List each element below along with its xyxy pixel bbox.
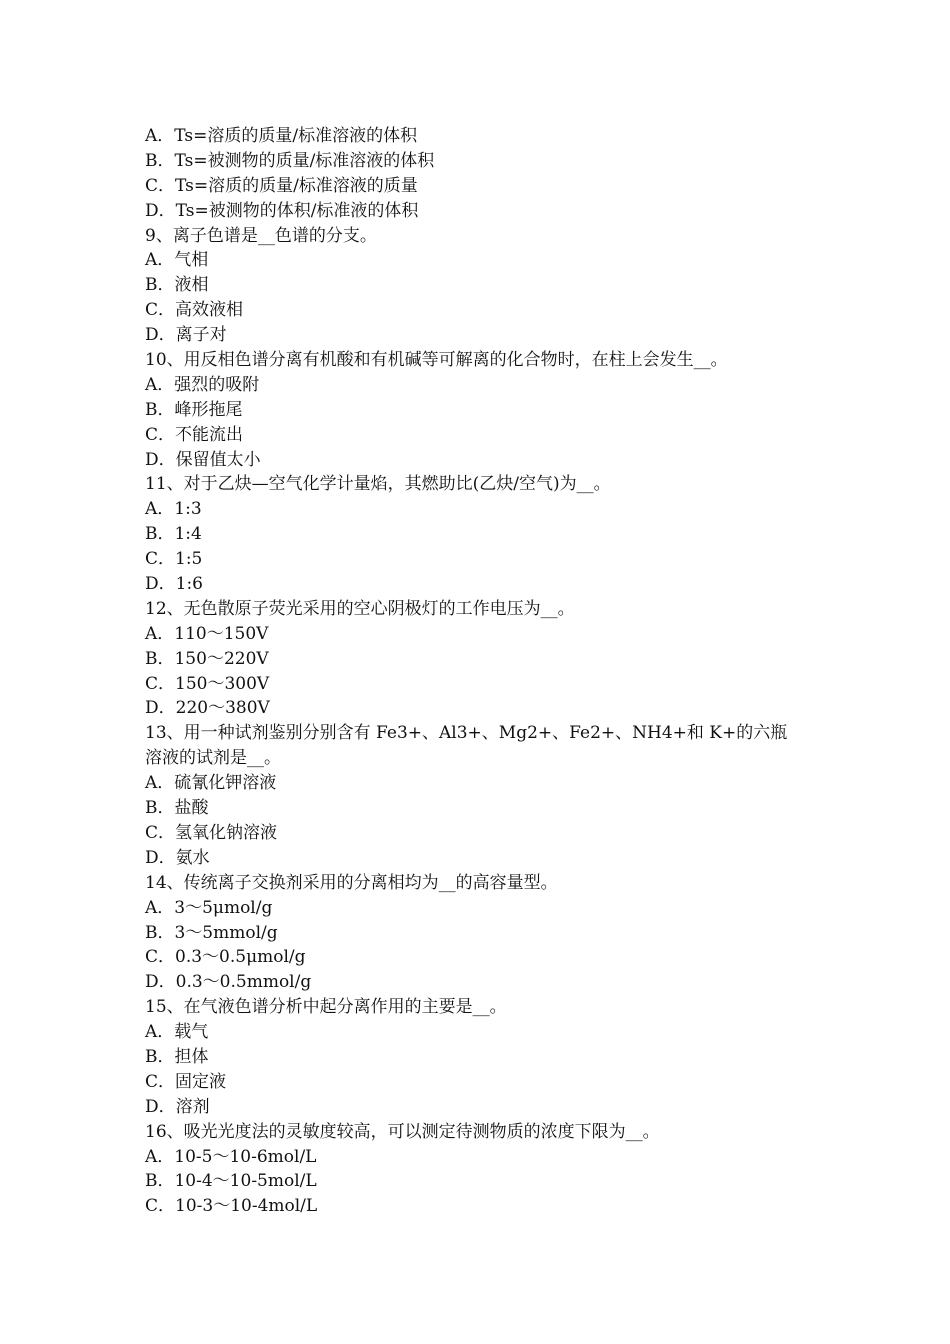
answer-option: B．10-4～10-5mol/L [145, 1171, 317, 1192]
question-text: 15、在气液色谱分析中起分离作用的主要是__。 [145, 997, 507, 1018]
question-text: 16、吸光光度法的灵敏度较高，可以测定待测物质的浓度下限为__。 [145, 1121, 660, 1142]
answer-option: D．氨水 [145, 847, 210, 868]
question-text: 9、离子色谱是__色谱的分支。 [145, 225, 377, 246]
answer-option: D．0.3～0.5mmol/g [145, 972, 312, 993]
answer-option: A．3～5μmol/g [145, 897, 273, 918]
answer-option: B．峰形拖尾 [145, 399, 243, 420]
document-body [145, 124, 825, 1219]
answer-option: B．盐酸 [145, 798, 209, 819]
question-text: 10、用反相色谱分离有机酸和有机碱等可解离的化合物时，在柱上会发生__。 [145, 350, 728, 371]
answer-option: C．氢氧化钠溶液 [145, 822, 278, 843]
answer-option: B．150～220V [145, 648, 269, 669]
answer-option: D．220～380V [145, 698, 270, 719]
answer-option: B．3～5mmol/g [145, 922, 278, 943]
question-text: 12、无色散原子荧光采用的空心阴极灯的工作电压为__。 [145, 598, 575, 619]
answer-option: A．硫氰化钾溶液 [145, 773, 277, 794]
answer-option: C．高效液相 [145, 300, 244, 321]
answer-option: C．固定液 [145, 1071, 227, 1092]
question-text: 13、用一种试剂鉴别分别含有 Fe3+、Al3+、Mg2+、Fe2+、NH4+和 K+的六瓶 [145, 723, 788, 744]
answer-option: B．担体 [145, 1046, 209, 1067]
answer-option: C．Ts=溶质的质量/标准溶液的质量 [145, 175, 418, 196]
answer-option: D．Ts=被测物的体积/标准液的体积 [145, 200, 419, 221]
answer-option: D．溶剂 [145, 1096, 210, 1117]
answer-option: A．Ts=溶质的质量/标准溶液的体积 [145, 126, 418, 146]
answer-option: C．0.3～0.5μmol/g [145, 947, 306, 968]
answer-option: C．150～300V [145, 673, 270, 694]
question-text: 溶液的试剂是__。 [145, 748, 281, 769]
answer-option: A．强烈的吸附 [145, 374, 260, 395]
answer-option: B．液相 [145, 275, 209, 296]
answer-option: A．10-5～10-6mol/L [145, 1146, 317, 1167]
question-text: 14、传统离子交换剂采用的分离相均为__的高容量型。 [145, 872, 558, 893]
answer-option: D．离子对 [145, 325, 227, 346]
answer-option: A．110～150V [145, 623, 269, 644]
answer-option: B．Ts=被测物的质量/标准溶液的体积 [145, 150, 435, 171]
answer-option: C．1:5 [145, 549, 203, 570]
answer-option: A．载气 [145, 1022, 209, 1043]
answer-option: C．10-3～10-4mol/L [145, 1196, 318, 1217]
answer-option: A．1:3 [145, 499, 202, 520]
question-text: 11、对于乙炔—空气化学计量焰，其燃助比(乙炔/空气)为__。 [145, 474, 611, 495]
answer-option: B．1:4 [145, 524, 202, 545]
answer-option: C．不能流出 [145, 424, 244, 445]
answer-option: D．1:6 [145, 574, 203, 595]
answer-option: D．保留值太小 [145, 449, 261, 470]
answer-option: A．气相 [145, 250, 209, 271]
